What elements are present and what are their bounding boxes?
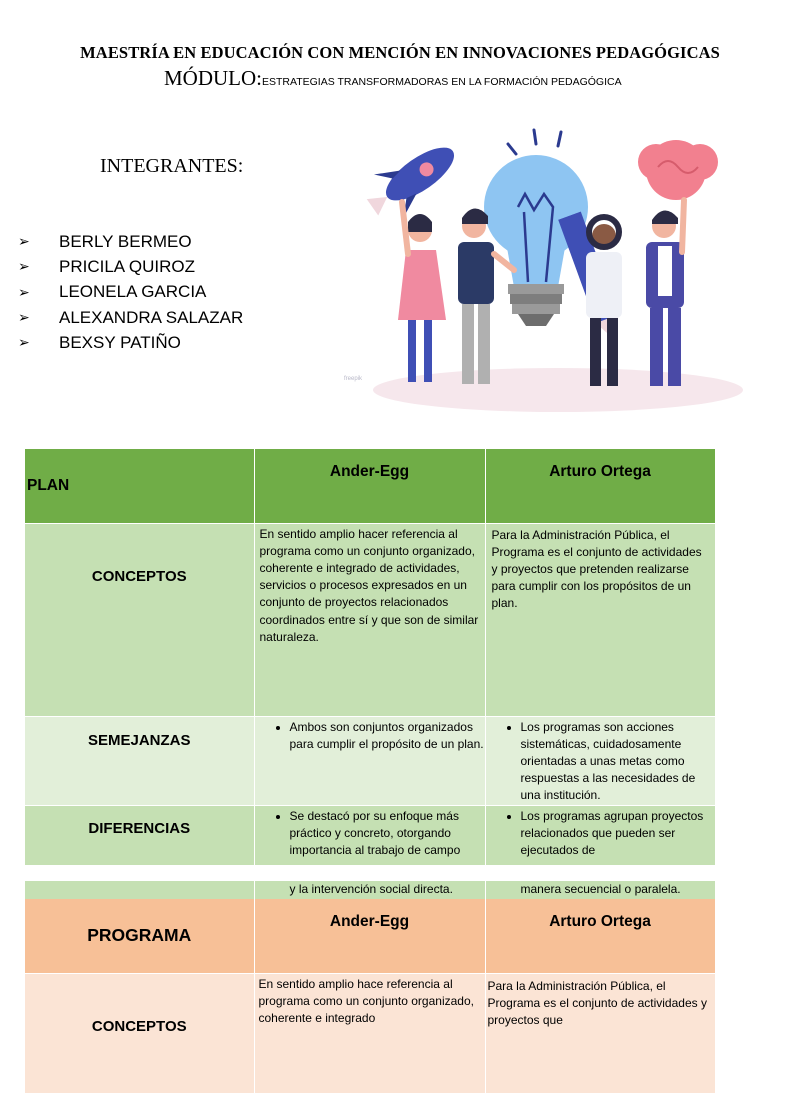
document-title: MAESTRÍA EN EDUCACIÓN CON MENCIÓN EN INNOVACIONES PEDAGÓGICAS [80, 43, 720, 62]
list-item [18, 229, 243, 254]
plan-header-arturo-ortega: Arturo Ortega [485, 449, 715, 523]
list-item: • Ambos son conjuntos organizados para cumplir el propósito de un plan. [290, 719, 485, 753]
member-name: PRICILA QUIROZ [59, 256, 196, 276]
module-label: MÓDULO: [164, 66, 262, 90]
plan-semejanzas-ander-egg-cell [254, 716, 485, 805]
arrow-bullet-icon: ➢ [18, 334, 30, 351]
plan-table-continuation [25, 881, 716, 900]
programa-conceptos-ander-egg: En sentido amplio hace referencia al programa como un conjunto organizado, coherente e integrado [254, 973, 485, 1093]
plan-header-label: PLAN [25, 449, 254, 523]
plan-row-label-semejanzas: SEMEJANZAS [25, 716, 254, 805]
continuation-empty-cell [25, 881, 254, 899]
plan-diferencias-arturo-ortega-continuation: manera secuencial o paralela. [485, 881, 715, 899]
bullet-list [486, 719, 715, 805]
programa-header-label: PROGRAMA [25, 899, 254, 973]
members-heading: INTEGRANTES: [100, 155, 244, 177]
list-item [18, 280, 243, 305]
bullet-list [255, 719, 485, 753]
plan-diferencias-ander-egg-cell [254, 805, 485, 865]
plan-conceptos-ander-egg: En sentido amplio hacer referencia al programa como un conjunto organizado, coherente e integrado de actividades, servicios o procesos expresados en un conjunto de proyectos relacionados coordinados entre sí y que son de similar naturaleza. [254, 523, 485, 716]
arrow-bullet-icon: ➢ [18, 283, 30, 300]
programa-comparison-table [25, 899, 716, 1094]
member-name: BERLY BERMEO [59, 231, 192, 251]
programa-header-ander-egg: Ander-Egg [254, 899, 485, 973]
teamwork-lightbulb-illustration [344, 122, 742, 412]
list-item: • Los programas agrupan proyectos relacionados que pueden ser ejecutados de [521, 808, 715, 860]
list-item: • Los programas son acciones sistemáticas, cuidadosamente orientadas a unas metas como respuestas a las necesidades de una institución. [521, 719, 715, 805]
programa-row-label-conceptos: CONCEPTOS [25, 973, 254, 1093]
list-item [18, 254, 243, 279]
plan-semejanzas-arturo-ortega-cell [485, 716, 715, 805]
bullet-list [486, 808, 715, 860]
bullet-list [255, 808, 485, 860]
table-row [25, 523, 715, 716]
plan-row-label-diferencias: DIFERENCIAS [25, 805, 254, 865]
arrow-bullet-icon: ➢ [18, 233, 30, 250]
members-list [18, 229, 243, 355]
module-line [164, 66, 622, 91]
list-item [18, 305, 243, 330]
table-row [25, 973, 715, 1093]
programa-conceptos-arturo-ortega: Para la Administración Pública, el Programa es el conjunto de actividades y proyectos que [485, 973, 715, 1093]
plan-diferencias-ander-egg-continuation: y la intervención social directa. [254, 881, 485, 899]
table-row [25, 449, 715, 523]
plan-header-ander-egg: Ander-Egg [254, 449, 485, 523]
table-row [25, 881, 715, 899]
member-name: BEXSY PATIÑO [59, 332, 181, 352]
arrow-bullet-icon: ➢ [18, 309, 30, 326]
member-name: LEONELA GARCIA [59, 282, 207, 302]
list-item [18, 330, 243, 355]
plan-comparison-table [25, 449, 716, 866]
plan-row-label-conceptos: CONCEPTOS [25, 523, 254, 716]
arrow-bullet-icon: ➢ [18, 258, 30, 275]
plan-conceptos-arturo-ortega: Para la Administración Pública, el Programa es el conjunto de actividades y proyectos que pretenden realizarse para cumplir con los propósitos de un plan. [485, 523, 715, 716]
table-row [25, 899, 715, 973]
member-name: ALEXANDRA SALAZAR [59, 307, 244, 327]
list-item: • Se destacó por su enfoque más práctico y concreto, otorgando importancia al trabajo de campo [290, 808, 485, 860]
illustration-credit: freepik [344, 376, 363, 382]
programa-header-arturo-ortega: Arturo Ortega [485, 899, 715, 973]
table-row [25, 716, 715, 805]
plan-diferencias-arturo-ortega-cell [485, 805, 715, 865]
module-name: ESTRATEGIAS TRANSFORMADORAS EN LA FORMACIÓN PEDAGÓGICA [262, 76, 622, 88]
table-row [25, 805, 715, 865]
